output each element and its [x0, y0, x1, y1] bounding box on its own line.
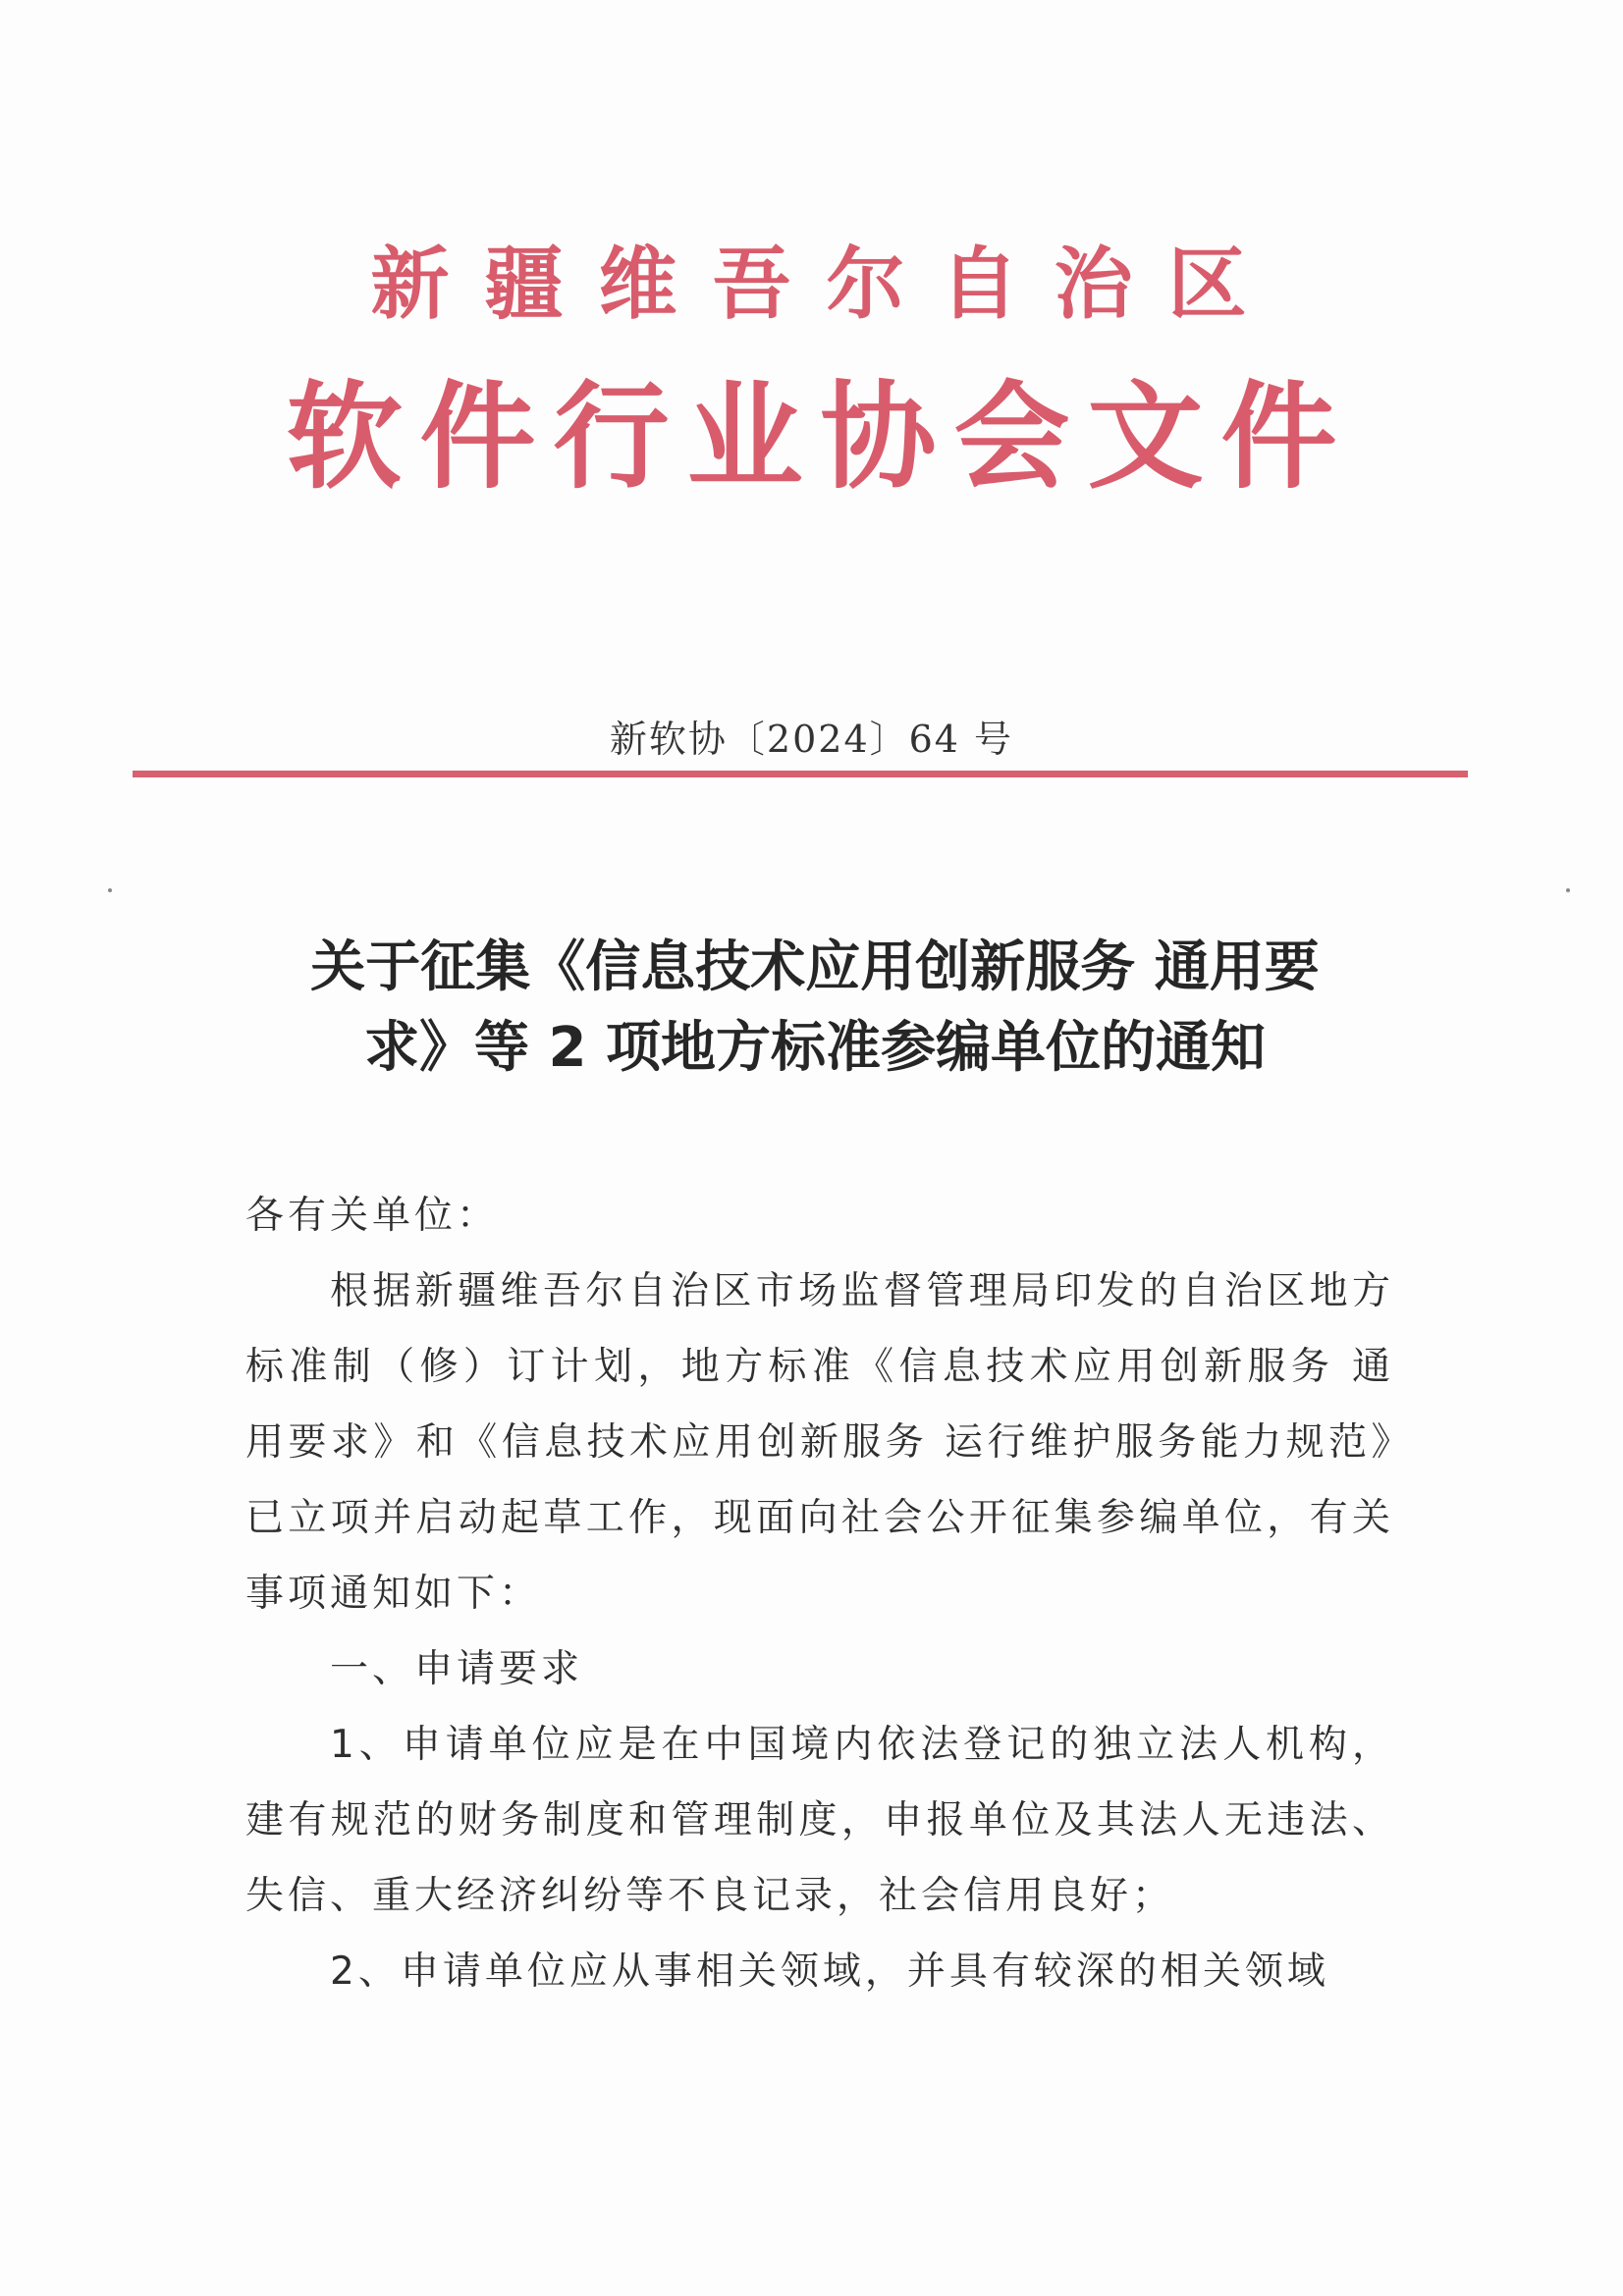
requirement-item-2: 2、申请单位应从事相关领域，并具有较深的相关领域: [330, 1949, 1329, 1994]
document-number: 新软协〔2024〕64 号: [609, 718, 1014, 761]
notice-title: [236, 928, 1394, 1089]
section-heading-requirements: 一、申请要求: [330, 1647, 584, 1691]
notice-title-line1: 关于征集《信息技术应用创新服务 通用要: [310, 935, 1320, 999]
red-separator-line: [133, 771, 1468, 777]
scan-speck: [1566, 888, 1570, 892]
issuer-header-document-type: 软件行业协会文件: [286, 369, 1355, 505]
intro-paragraph: 根据新疆维吾尔自治区市场监督管理局印发的自治区地方标准制（修）订计划，地方标准《信息技术应用创新服务 通用要求》和《信息技术应用创新服务 运行维护服务能力规范》已立项并启动起草工作，现面向社会公开征集参编单位，有关事项通知如下：: [245, 1269, 1394, 1616]
salutation: 各有关单位：: [245, 1194, 500, 1238]
notice-body: [245, 1178, 1394, 2009]
notice-title-line2: 求》等 2 项地方标准参编单位的通知: [364, 1016, 1266, 1080]
requirement-item-1: 1、申请单位应是在中国境内依法登记的独立法人机构，建有规范的财务制度和管理制度，申报单位及其法人无违法、失信、重大经济纠纷等不良记录，社会信用良好；: [245, 1723, 1394, 1918]
issuer-header-region: 新疆维吾尔自治区: [370, 239, 1282, 330]
scan-speck: [108, 888, 112, 892]
